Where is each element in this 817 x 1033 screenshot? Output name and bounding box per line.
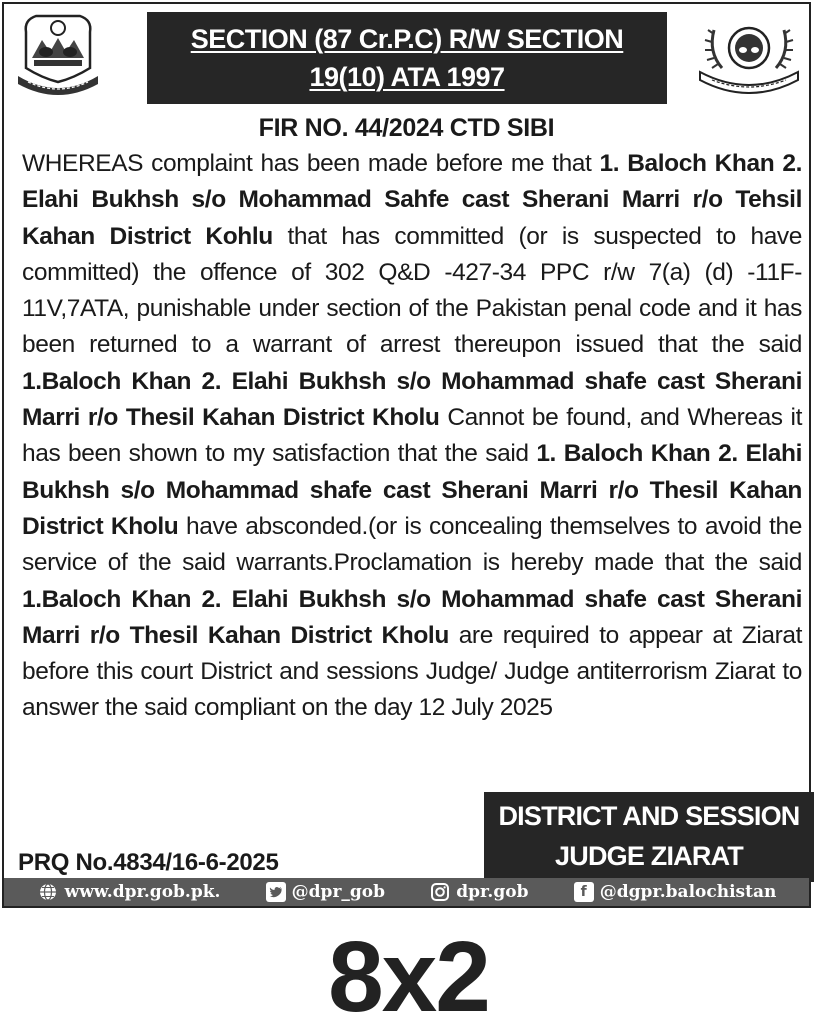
body-text-part: that has committed (or is suspected to have committed) the offence of 302 Q&D -427-34 PPC r/w 7(a) (d) -11F-11V,7ATA, punishable under section of the Pakistan penal code and it has been returned to a warrant of arrest thereupon issued that the said	[22, 222, 803, 359]
footer-website[interactable]	[37, 882, 221, 902]
twitter-handle[interactable]: @dpr_gob	[291, 882, 386, 902]
signatory-box	[484, 792, 814, 882]
section-header-line1: SECTION (87 Cr.P.C) R/W SECTION	[190, 24, 624, 54]
accused-names: 1.Baloch Khan 2. Elahi Bukhsh s/o Mohammad shafe cast Sherani Marri r/o Thesil Kahan District Kholu	[22, 367, 802, 432]
ad-size-label: 8x2	[328, 921, 489, 1033]
facebook-handle[interactable]: @dgpr.balochistan	[599, 882, 777, 902]
footer-twitter[interactable]	[266, 882, 385, 902]
body-text-part: are required to appear at Ziarat before this court District and sessions Judge/ Judge antiterrorism Ziarat to answer the said compliant on the day 12 July 2025	[22, 621, 802, 722]
facebook-icon: f	[574, 882, 594, 902]
accused-names: 1.Baloch Khan 2. Elahi Bukhsh s/o Mohammad shafe cast Sherani Marri r/o Thesil Kahan District Kholu	[22, 585, 802, 649]
dgpr-emblem-icon	[694, 18, 804, 94]
body-text-part: WHEREAS complaint has been made before me that	[22, 150, 600, 177]
section-header-line2: 19(10) ATA 1997	[309, 62, 505, 92]
signatory-line2: JUDGE ZIARAT	[555, 841, 743, 871]
accused-names: 1. Baloch Khan 2. Elahi Bukhsh s/o Mohammad Sahfe cast Sherani Marri r/o Tehsil Kahan District Kohlu	[22, 150, 803, 250]
footer-contact-bar	[4, 878, 809, 906]
instagram-icon	[430, 882, 450, 902]
footer-instagram[interactable]	[430, 882, 528, 902]
signatory-line1: DISTRICT AND SESSION	[498, 801, 800, 831]
instagram-handle[interactable]: dpr.gob	[456, 882, 529, 902]
proclamation-text	[22, 146, 802, 727]
body-text-part: have absconded.(or is concealing themselves to avoid the service of the said warrants.Proclamation is hereby made that the said	[22, 512, 802, 577]
globe-icon	[37, 882, 59, 902]
website-link[interactable]: www.dpr.gob.pk.	[64, 882, 221, 902]
balochistan-emblem-icon	[14, 12, 102, 96]
accused-names: 1. Baloch Khan 2. Elahi Bukhsh s/o Mohammad shafe cast Sherani Marri r/o Thesil Kahan District Kholu	[22, 440, 802, 540]
prq-number: PRQ No.4834/16-6-2025	[18, 849, 279, 876]
twitter-icon	[266, 882, 286, 902]
section-header	[147, 12, 667, 104]
fir-number: FIR NO. 44/2024 CTD SIBI	[258, 114, 555, 142]
body-text-part: Cannot be found, and Whereas it has been shown to my satisfaction that the said	[22, 404, 803, 468]
footer-facebook[interactable]	[574, 882, 777, 902]
advertisement-frame	[2, 2, 811, 908]
